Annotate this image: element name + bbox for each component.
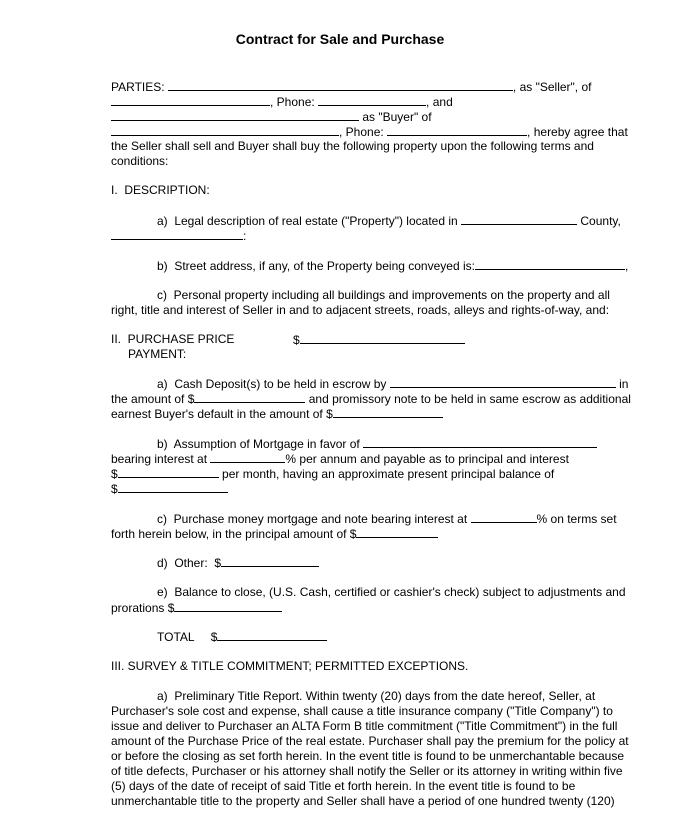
hereby-text: , hereby agree that <box>527 125 628 139</box>
parties-line-2 <box>111 94 453 110</box>
street-address-blank[interactable] <box>475 258 625 270</box>
and-text: , and <box>426 95 453 109</box>
desc-b-line <box>157 258 628 274</box>
seller-phone-blank[interactable] <box>318 94 426 106</box>
survey-line: of title defects, Purchaser or his attorney shall notify the Seller or its attorney in writing within five <box>111 764 623 778</box>
pm-principal-blank[interactable] <box>356 526 438 538</box>
dollar-sign: $ <box>111 467 118 481</box>
parties-line-4 <box>111 124 628 140</box>
pay-d-line <box>157 555 319 571</box>
pay-b-line-3 <box>111 466 554 482</box>
desc-a-line-2 <box>111 228 246 244</box>
pay-c-line-1 <box>157 511 617 527</box>
dollar-sign: $ <box>293 333 300 347</box>
seller-address-blank[interactable] <box>111 94 270 106</box>
seller-name-blank[interactable] <box>168 79 513 91</box>
survey-line: or before the closing as set forth herein. In the event title is found to be unmerchantable because <box>111 749 624 763</box>
pay-e-line-1: e) Balance to close, (U.S. Cash, certified or cashier's check) subject to adjustments and <box>157 585 626 599</box>
desc-a-text: a) Legal description of real estate ("Property") located in <box>157 214 458 228</box>
seller-phone-label: , Phone: <box>270 95 315 109</box>
survey-line: a) Preliminary Title Report. Within twenty (20) days from the date hereof, Seller, at <box>157 689 596 703</box>
county-text: County, <box>580 214 621 228</box>
survey-line: Purchaser's sole cost and expense, shall cause a title insurance company ("Title Company") to <box>111 704 613 718</box>
survey-line: (5) days of the date of receipt of said Title et forth herein. In the event title is found to be <box>111 779 576 793</box>
desc-b-text: b) Street address, if any, of the Property being conveyed is: <box>157 259 475 273</box>
total-blank[interactable] <box>217 629 327 641</box>
terms-text: % on terms set <box>536 512 617 526</box>
purchase-money-text: c) Purchase money mortgage and note bearing interest at <box>157 512 468 526</box>
pay-b-line-4 <box>111 481 228 497</box>
principal-balance-blank[interactable] <box>118 481 228 493</box>
deposit-amount-blank[interactable] <box>194 391 305 403</box>
survey-line: issue and deliver to Purchaser an ALTA Form B title commitment ("Title Commitment") in the full <box>111 719 618 733</box>
parties-line-1 <box>111 79 591 95</box>
pay-b-line-2 <box>111 451 569 467</box>
other-amount-blank[interactable] <box>221 555 319 567</box>
bearing-text: bearing interest at <box>111 452 208 466</box>
amount-text: the amount of $ <box>111 392 195 406</box>
parties-line-6: conditions: <box>111 154 169 168</box>
section-1-heading: I. DESCRIPTION: <box>111 183 210 197</box>
monthly-payment-blank[interactable] <box>118 466 219 478</box>
pay-a-line-2 <box>111 391 631 407</box>
document-title: Contract for Sale and Purchase <box>235 31 445 47</box>
legal-description-blank[interactable] <box>111 228 243 240</box>
mortgagee-blank[interactable] <box>363 436 597 448</box>
payment-heading: PAYMENT: <box>128 347 187 361</box>
buyer-phone-blank[interactable] <box>387 124 527 136</box>
pay-c-line-2 <box>111 526 438 542</box>
prorations-blank[interactable] <box>174 600 282 612</box>
per-annum-text: % per annum and payable as to principal and interest <box>285 452 569 466</box>
per-month-text: per month, having an approximate present principal balance of <box>222 467 555 481</box>
desc-a-line-1 <box>157 213 621 229</box>
pm-interest-blank[interactable] <box>471 511 537 523</box>
section-3-heading: III. SURVEY & TITLE COMMITMENT; PERMITTED EXCEPTIONS. <box>111 659 469 673</box>
pay-a-text: a) Cash Deposit(s) to be held in escrow by <box>157 377 387 391</box>
parties-line-5: the Seller shall sell and Buyer shall buy the following property upon the following terms and <box>111 139 594 153</box>
other-text: d) Other: $ <box>157 556 222 570</box>
total-line <box>157 629 327 645</box>
county-blank[interactable] <box>461 213 577 225</box>
colon-text: : <box>243 229 247 243</box>
as-buyer-text: as "Buyer" of <box>362 110 432 124</box>
survey-line: amount of the Purchase Price of the real estate. Purchaser shall pay the premium for the policy at <box>111 734 629 748</box>
buyer-phone-label: , Phone: <box>339 125 384 139</box>
earnest-amount-blank[interactable] <box>333 406 443 418</box>
promissory-text: and promissory note to be held in same escrow as additional <box>308 392 631 406</box>
pay-e-line-2 <box>111 600 282 616</box>
survey-line: unmerchantable title to the property and Seller shall have a period of one hundred twenty (120) <box>111 794 615 808</box>
as-seller-text: , as "Seller", of <box>512 80 592 94</box>
prorations-text: prorations $ <box>111 601 175 615</box>
buyer-address-blank[interactable] <box>111 124 339 136</box>
principal-amount-text: forth herein below, in the principal amount of $ <box>111 527 357 541</box>
interest-rate-blank[interactable] <box>210 451 285 463</box>
purchase-price-line <box>293 332 465 348</box>
desc-c-line-1: c) Personal property including all buildings and improvements on the property and all <box>157 288 610 302</box>
parties-label: PARTIES: <box>111 80 165 94</box>
desc-c-line-2: right, title and interest of Seller in and to adjacent streets, roads, alleys and rights-of-way, and: <box>111 303 610 317</box>
in-text: in <box>619 377 629 391</box>
comma-text: , <box>624 259 629 273</box>
section-2-heading: II. PURCHASE PRICE <box>111 332 235 346</box>
total-text: TOTAL $ <box>157 630 218 644</box>
earnest-text: earnest Buyer's default in the amount of $ <box>111 407 333 421</box>
pay-a-line-3 <box>111 406 443 422</box>
buyer-name-blank[interactable] <box>111 109 359 121</box>
pay-b-line-1 <box>157 436 597 452</box>
parties-line-3 <box>111 109 432 125</box>
dollar-sign: $ <box>111 482 118 496</box>
mortgage-text: b) Assumption of Mortgage in favor of <box>157 437 360 451</box>
pay-a-line-1 <box>157 376 628 392</box>
escrow-holder-blank[interactable] <box>390 376 616 388</box>
purchase-price-blank[interactable] <box>300 332 465 344</box>
